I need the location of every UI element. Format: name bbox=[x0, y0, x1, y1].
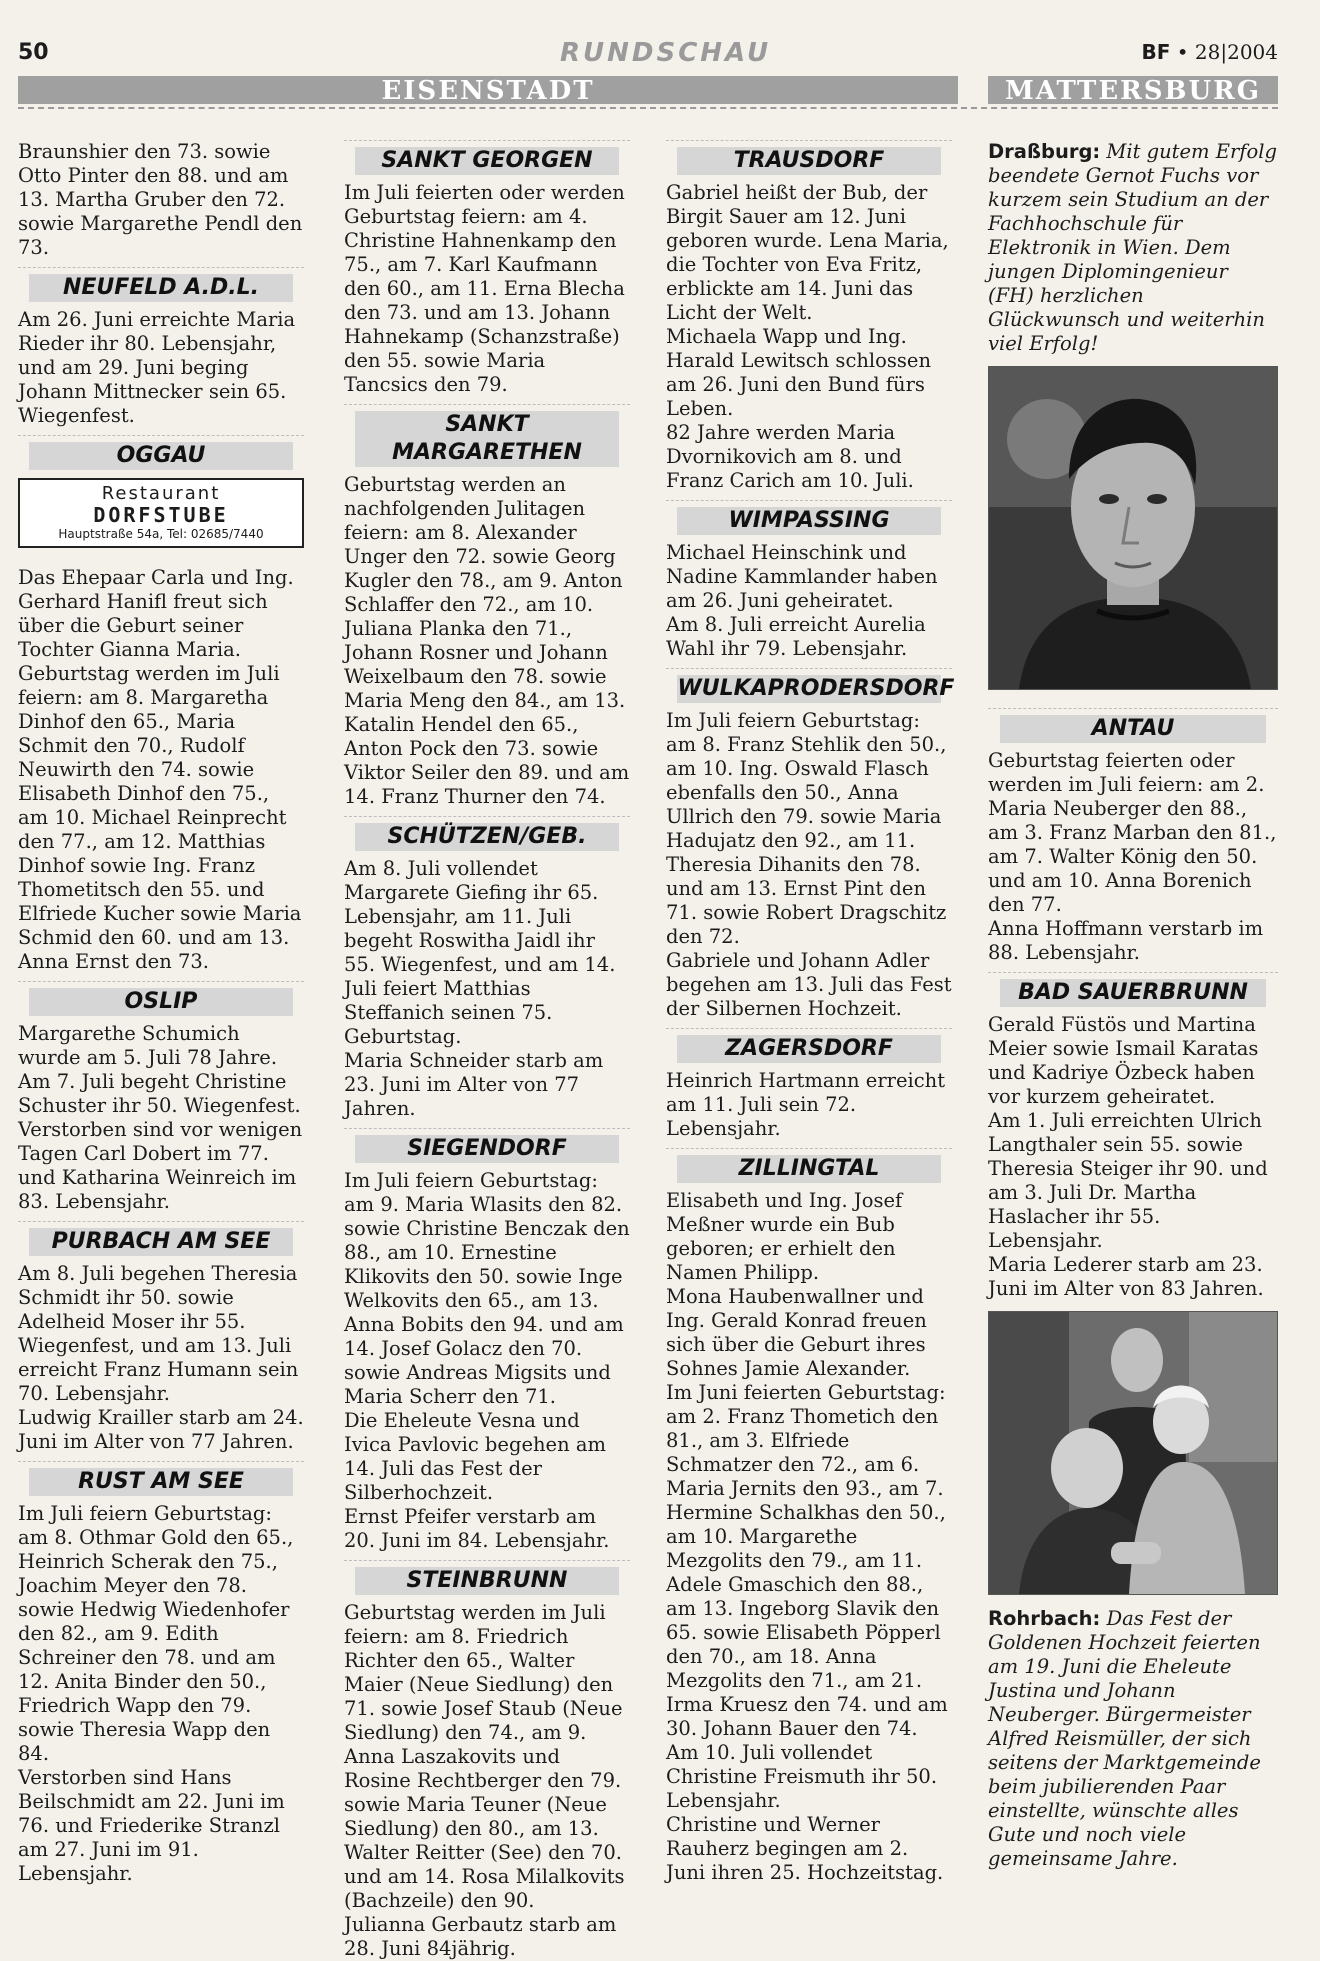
section-heading bbox=[18, 267, 304, 302]
ad-line-3: Hauptstraße 54a, Tel: 02685/7440 bbox=[58, 527, 264, 541]
article-text: Am 26. Juni erreichte Maria Rieder ihr 80. Lebensjahr, und am 29. Juni beging Johann Mittnecker sein 65. Wiegenfest. bbox=[18, 308, 296, 427]
ad-line-1: Restaurant bbox=[101, 483, 221, 504]
article-text: Christine und Werner Rauherz begingen am 2. Juni ihren 25. Hochzeitstag. bbox=[666, 1813, 944, 1884]
section-title: OGGAU bbox=[29, 442, 292, 470]
header-divider bbox=[18, 107, 1278, 109]
article-text: Michaela Wapp und Ing. Harald Lewitsch schlossen am 26. Juni den Bund fürs Leben. bbox=[666, 325, 932, 420]
article-text: Ludwig Krailler starb am 24. Juni im Alter von 77 Jahren. bbox=[18, 1406, 304, 1453]
article-text: Geburtstag werden im Juli feiern: am 8. Friedrich Richter den 65., Walter Maier (Neue Siedlung) den 71. sowie Josef Staub (Neue Siedlung) den 74., am 9. Anna Laszakovits und Rosine Rechtberger den 79. sowie Maria Teuner (Neue Siedlung) den 80., am 13. Walter Reitter (See) den 70. und am 14. Rosa Milalkovits (Bachzeile) den 90. bbox=[344, 1601, 625, 1912]
section-title: RUST AM SEE bbox=[29, 1468, 292, 1496]
section-title: BAD SAUERBRUNN bbox=[1000, 979, 1267, 1007]
section-heading bbox=[344, 816, 630, 851]
section-title: STEINBRUNN bbox=[355, 1567, 618, 1595]
article-text: Braunshier den 73. sowie Otto Pinter den 88. und am 13. Martha Gruber den 72. sowie Margarethe Pendl den 73. bbox=[18, 140, 303, 259]
section-title: SCHÜTZEN/GEB. bbox=[355, 823, 618, 851]
caption-text: Mit gutem Erfolg beendete Gernot Fuchs vor kurzem sein Studium an der Fachhochschule für Elektronik in Wien. Dem jungen Diplomingenieur (FH) herzlichen Glückwunsch und weiterhin viel Erfolg! bbox=[988, 140, 1277, 355]
page-number: 50 bbox=[18, 40, 49, 65]
section-title: NEUFELD A.D.L. bbox=[29, 274, 292, 302]
section-title: SANKT GEORGEN bbox=[355, 147, 618, 175]
article-text: Mona Haubenwallner und Ing. Gerald Konrad freuen sich über die Geburt ihres Sohnes Jamie Alexander. bbox=[666, 1285, 927, 1380]
ad-line-2: DORFSTUBE bbox=[93, 503, 229, 527]
article-text: Am 8. Juli erreicht Aurelia Wahl ihr 79. Lebensjahr. bbox=[666, 613, 926, 660]
section-heading bbox=[666, 1148, 952, 1183]
article-text: Am 8. Juli vollendet Margarete Giefing ihr 65. Lebensjahr, am 11. Juli begeht Roswitha Jaidl ihr 55. Wiegenfest, und am 14. Juli feiert Matthias Steffanich seinen 75. Geburtstag. bbox=[344, 857, 616, 1048]
article-text: Ernst Pfeifer verstarb am 20. Juni im 84. Lebensjahr. bbox=[344, 1505, 610, 1552]
article-text: Das Ehepaar Carla und Ing. Gerhard Hanifl freut sich über die Geburt seiner Tochter Gianna Maria. bbox=[18, 566, 294, 661]
section-title: TRAUSDORF bbox=[677, 147, 940, 175]
section-heading bbox=[666, 1028, 952, 1063]
article-text: Verstorben sind vor wenigen Tagen Carl Dobert im 77. und Katharina Weinreich im 83. Lebensjahr. bbox=[18, 1118, 303, 1213]
article-text: Julianna Gerbautz starb am 28. Juni 84jährig. bbox=[344, 1913, 617, 1960]
article-text: Am 7. Juli begeht Christine Schuster ihr 50. Wiegenfest. bbox=[18, 1070, 301, 1117]
issue-info bbox=[1141, 40, 1278, 64]
section-heading bbox=[344, 1128, 630, 1163]
column-4 bbox=[988, 140, 1278, 1871]
section-title: OSLIP bbox=[29, 988, 292, 1016]
section-bar-eisenstadt: EISENSTADT bbox=[18, 76, 958, 104]
section-title: SIEGENDORF bbox=[355, 1135, 618, 1163]
article-text: Heinrich Hartmann erreicht am 11. Juli sein 72. Lebensjahr. bbox=[666, 1069, 946, 1140]
article-text: Im Juli feierten oder werden Geburtstag feiern: am 4. Christine Hahnenkamp den 75., am 7. Karl Kaufmann den 60., am 11. Erna Blecha den 73. und am 13. Johann Hahnekamp (Schanzstraße) den 55. sowie Maria Tancsics den 79. bbox=[344, 181, 625, 396]
section-heading bbox=[344, 404, 630, 467]
article-text: Gabriele und Johann Adler begehen am 13. Juli das Fest der Silbernen Hochzeit. bbox=[666, 949, 952, 1020]
column-2 bbox=[344, 140, 630, 1961]
article-text: Am 10. Juli vollendet Christine Freismuth ihr 50. Lebensjahr. bbox=[666, 1741, 938, 1812]
issue-date: 28|2004 bbox=[1194, 40, 1278, 64]
column-3 bbox=[666, 140, 955, 1885]
article-text: Im Juli feiern Geburtstag: am 8. Othmar Gold den 65., Heinrich Scherak den 75., Joachim Meyer den 78. sowie Hedwig Wiedenhofer den 82., am 9. Edith Schreiner den 78. und am 12. Anita Binder den 50., Friedrich Wapp den 79. sowie Theresia Wapp den 84. bbox=[18, 1502, 294, 1765]
section-title: ZAGERSDORF bbox=[677, 1035, 940, 1063]
section-heading bbox=[18, 1461, 304, 1496]
section-title: PURBACH AM SEE bbox=[29, 1228, 292, 1256]
section-heading bbox=[18, 981, 304, 1016]
article-text: Am 1. Juli erreichten Ulrich Langthaler sein 55. sowie Theresia Steiger ihr 90. und am 3. Juli Dr. Martha Haslacher ihr 55. Lebensjahr. bbox=[988, 1109, 1268, 1252]
section-title: ZILLINGTAL bbox=[677, 1155, 940, 1183]
caption-text: Das Fest der Goldenen Hochzeit feierten am 19. Juni die Eheleute Justina und Johann Neuberger. Bürgermeister Alfred Reismüller, der sich seitens der Marktgemeinde beim jubilierenden Paar einstellte, wünschte alles Gute und noch viele gemeinsame Jahre. bbox=[988, 1607, 1261, 1870]
article-text: 82 Jahre werden Maria Dvornikovich am 8. und Franz Carich am 10. Juli. bbox=[666, 421, 914, 492]
photo-caption-rohrbach bbox=[988, 1607, 1278, 1871]
article-text: Margarethe Schumich wurde am 5. Juli 78 Jahre. bbox=[18, 1022, 278, 1069]
section-title: WULKAPRODERSDORF bbox=[677, 676, 955, 701]
issue-brand: BF bbox=[1141, 40, 1171, 64]
issue-sep: • bbox=[1170, 40, 1195, 64]
article-text: Anna Hoffmann verstarb im 88. Lebensjahr. bbox=[988, 917, 1264, 964]
section-title: ANTAU bbox=[1000, 715, 1267, 743]
article-text: Die Eheleute Vesna und Ivica Pavlovic begehen am 14. Juli das Fest der Silberhochzeit. bbox=[344, 1409, 606, 1504]
article-text: Gerald Füstös und Martina Meier sowie Ismail Karatas und Kadriye Özbeck haben vor kurzem geheiratet. bbox=[988, 1013, 1259, 1108]
section-heading bbox=[344, 1560, 630, 1595]
column-1 bbox=[18, 140, 304, 1886]
masthead: RUNDSCHAU bbox=[560, 38, 772, 68]
section-heading bbox=[988, 708, 1278, 743]
caption-place: Rohrbach: bbox=[988, 1607, 1101, 1630]
section-heading bbox=[666, 668, 955, 703]
section-heading bbox=[18, 1221, 304, 1256]
article-text: Gabriel heißt der Bub, der Birgit Sauer am 12. Juni geboren wurde. Lena Maria, die Tochter von Eva Fritz, erblickte am 14. Juni das Licht der Welt. bbox=[666, 181, 949, 324]
article-text: Am 8. Juli begehen Theresia Schmidt ihr 50. sowie Adelheid Moser ihr 55. Wiegenfest, und am 13. Juli erreicht Franz Humann sein 70. Lebensjahr. bbox=[18, 1262, 299, 1405]
article-text: Maria Lederer starb am 23. Juni im Alter von 83 Jahren. bbox=[988, 1253, 1264, 1300]
photo-caption-drassburg bbox=[988, 140, 1278, 356]
section-bar-mattersburg: MATTERSBURG bbox=[988, 76, 1278, 104]
section-heading bbox=[666, 500, 952, 535]
article-text: Maria Schneider starb am 23. Juni im Alter von 77 Jahren. bbox=[344, 1049, 604, 1120]
article-text: Im Juli feiern Geburtstag: am 9. Maria Wlasits den 82. sowie Christine Benczak den 88., am 10. Ernestine Klikovits den 50. sowie Inge Welkovits den 65., am 13. Anna Bobits den 94. und am 14. Josef Golacz den 70. sowie Andreas Migsits und Maria Scherr den 71. bbox=[344, 1169, 630, 1408]
couple-photo bbox=[988, 1311, 1278, 1595]
article-text: Geburtstag werden an nachfolgenden Julitagen feiern: am 8. Alexander Unger den 72. sowie Georg Kugler den 78., am 9. Anton Schlaffer den 72., am 10. Juliana Planka den 71., Johann Rosner und Johann Weixelbaum den 78. sowie Maria Meng den 84., am 13. Katalin Hendel den 65., Anton Pock den 73. sowie Viktor Seiler den 89. und am 14. Franz Thurner den 74. bbox=[344, 473, 630, 808]
caption-place: Draßburg: bbox=[988, 140, 1101, 163]
section-heading bbox=[344, 140, 630, 175]
article-text: Im Juni feierten Geburtstag: am 2. Franz Thometich den 81., am 3. Elfriede Schmatzer den 72., am 6. Maria Jernits den 93., am 7. Hermine Schalkhas den 50., am 10. Margarethe Mezgolits den 79., am 11. Adele Gmaschich den 88., am 13. Ingeborg Slavik den 65. sowie Elisabeth Pöpperl den 70., am 18. Anna Mezgolits den 71., am 21. Irma Kruesz den 74. und am 30. Johann Bauer den 74. bbox=[666, 1381, 948, 1740]
article-text: Geburtstag feierten oder werden im Juli feiern: am 2. Maria Neuberger den 88., am 3. Franz Marban den 81., am 7. Walter König den 50. und am 10. Anna Borenich den 77. bbox=[988, 749, 1277, 916]
portrait-photo bbox=[988, 366, 1278, 690]
restaurant-ad bbox=[18, 478, 304, 548]
article-text: Michael Heinschink und Nadine Kammlander haben am 26. Juni geheiratet. bbox=[666, 541, 938, 612]
article-text: Geburtstag werden im Juli feiern: am 8. Margaretha Dinhof den 65., Maria Schmit den 70., Rudolf Neuwirth den 74. sowie Elisabeth Dinhof den 75., am 10. Michael Reinprecht den 77., am 12. Matthias Dinhof sowie Ing. Franz Thometitsch den 55. und Elfriede Kucher sowie Maria Schmid den 60. und am 13. Anna Ernst den 73. bbox=[18, 662, 302, 973]
article-text: Im Juli feiern Geburtstag: am 8. Franz Stehlik den 50., am 10. Ing. Oswald Flasch ebenfalls den 50., Anna Ullrich den 79. sowie Maria Hadujatz den 92., am 11. Theresia Dihanits den 78. und am 13. Ernst Pint den 71. sowie Robert Dragschitz den 72. bbox=[666, 709, 947, 948]
section-title: SANKT MARGARETHEN bbox=[355, 411, 618, 467]
section-heading bbox=[666, 140, 952, 175]
section-heading bbox=[18, 435, 304, 470]
section-title: WIMPASSING bbox=[677, 507, 940, 535]
section-heading bbox=[988, 972, 1278, 1007]
article-text: Verstorben sind Hans Beilschmidt am 22. Juni im 76. und Friederike Stranzl am 27. Juni im 91. Lebensjahr. bbox=[18, 1766, 285, 1885]
article-text: Elisabeth und Ing. Josef Meßner wurde ein Bub geboren; er erhielt den Namen Philipp. bbox=[666, 1189, 903, 1284]
